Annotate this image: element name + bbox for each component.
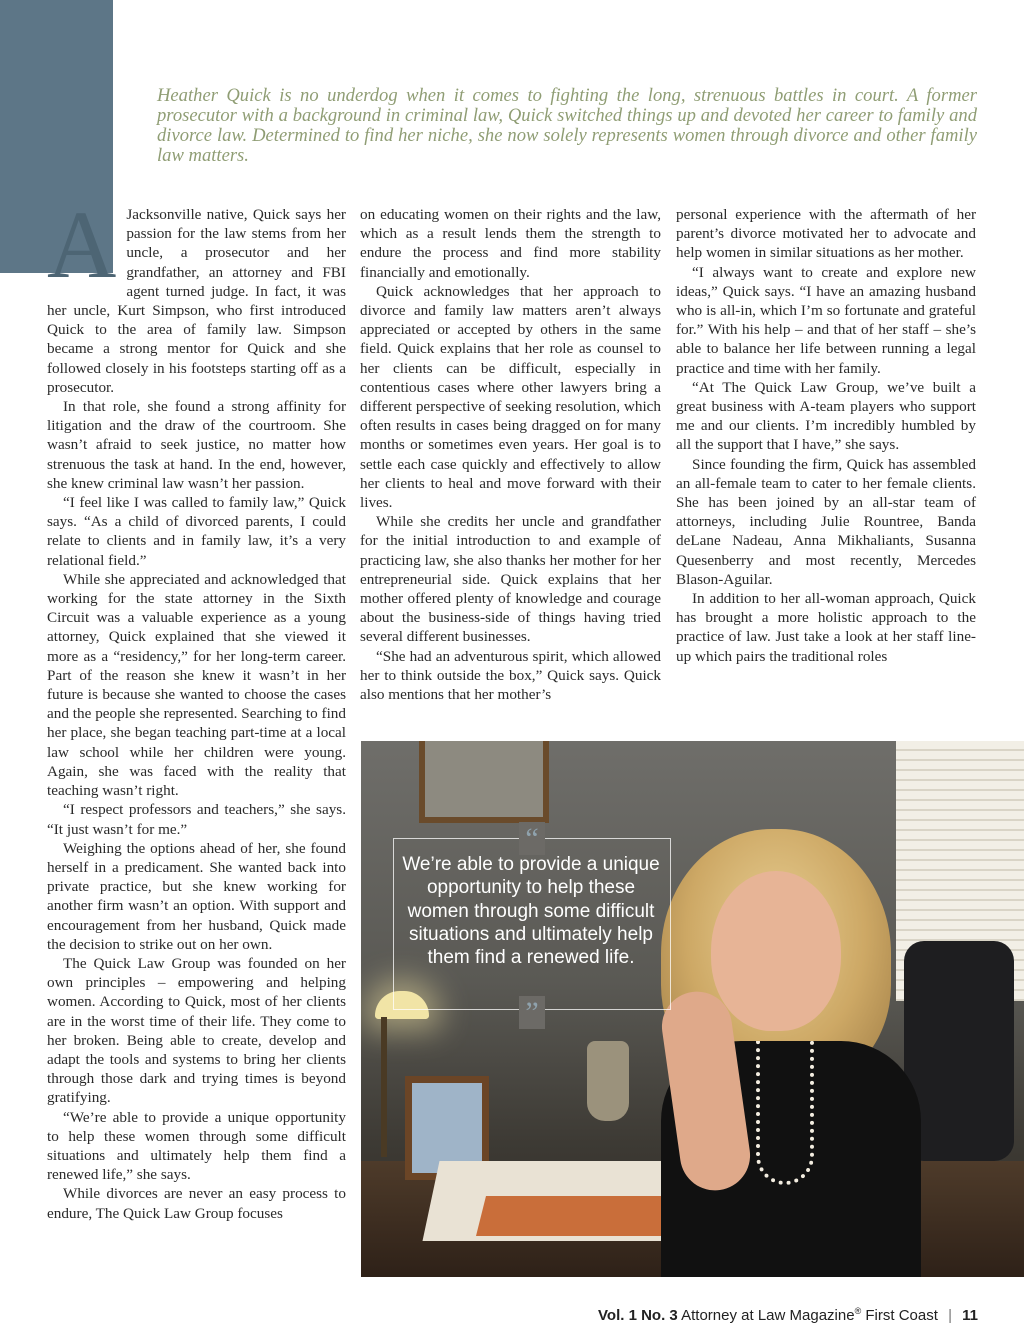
paragraph: personal experience with the aftermath of her parent’s divorce motivated her to advocate and help women in similar situations as her mother. [676, 206, 976, 262]
paragraph: In that role, she found a strong affinity for litigation and the draw of the courtroom. She wasn’t afraid to seek justice, no matter how strenuous the task at hand. In the end, however, she knew criminal law wasn’t her passion. [47, 398, 346, 492]
open-quote-icon: “ [394, 829, 670, 849]
article-column-3 [676, 205, 976, 666]
paragraph: While she credits her uncle and grandfather for the initial introduction to and example of practicing law, she also thanks her mother for her entrepreneurial side. Quick explains that her mother offered plenty of knowledge and courage about the business-side of things having tried several different businesses. [360, 513, 661, 646]
pullquote-text: We’re able to provide a unique opportunity to help these women through some difficult situations and ultimately help them find a renewed life. [402, 854, 660, 969]
paragraph: “I feel like I was called to family law,” Quick says. “As a child of divorced parents, I could relate to clients and in family law, it’s a very relational field.” [47, 494, 346, 569]
lamp-pole [381, 1017, 387, 1157]
close-quote-icon: ” [394, 1003, 670, 1023]
page-number: 11 [962, 1307, 978, 1324]
wall-frame [419, 741, 549, 823]
page-footer [598, 1306, 978, 1324]
magazine-name: Attorney at Law Magazine [681, 1307, 855, 1324]
paragraph: Since founding the firm, Quick has assembled an all-female team to cater to her female clients. She has been joined by an all-star team of attorneys, including Julie Rountree, Banda deLane Nadeau, Anna Mikhaliants, Susanna Quesenberry and most recently, Mercedes Blason-Aguilar. [676, 455, 976, 588]
paragraph: “I respect professors and teachers,” she says. “It just wasn’t for me.” [47, 801, 346, 838]
paragraph: “At The Quick Law Group, we’ve built a great business with A-team players who support me and our clients. I’m incredibly humbled by all the support that I have,” she says. [676, 378, 976, 454]
issue-number: Vol. 1 No. 3 [598, 1307, 678, 1324]
paragraph: In addition to her all-woman approach, Quick has brought a more holistic approach to the practice of law. Just take a look at her staff line-up which pairs the traditional roles [676, 590, 976, 665]
footer-separator: | [948, 1307, 952, 1324]
paragraph: “We’re able to provide a unique opportunity to help these women through some difficult situations and ultimately help them find a renewed life,” she says. [47, 1108, 346, 1184]
paragraph: While divorces are never an easy process to endure, The Quick Law Group focuses [47, 1185, 346, 1222]
person-face [711, 871, 841, 1031]
paragraph: “She had an adventurous spirit, which allowed her to think outside the box,” Quick says. Quick also mentions that her mother’s [360, 647, 661, 704]
article-column-1 [47, 191, 346, 1223]
paragraph: on educating women on their rights and the law, which as a result lends them the strength to endure the process and find more stability financially and emotionally. [360, 206, 661, 281]
article-column-2 [360, 205, 661, 704]
paragraph: Weighing the options ahead of her, she found herself in a predicament. She wanted back into private practice, but she knew working for another firm wasn’t an option. With support and encouragement from her husband, Quick made the decision to strike out on her own. [47, 839, 346, 953]
paragraph: “I always want to create and explore new ideas,” Quick says. “I have an amazing husband who is all-in, which I’m so fortunate and grateful for.” With his help – and that of her staff – she’s able to balance her life between running a legal practice and time with her family. [676, 263, 976, 377]
paragraph: The Quick Law Group was founded on her own principles – empowering and helping women. According to Quick, most of her clients are in the worst time of their life. They come to her broken. Being able to create, develop and adapt the tools and systems to bring her clients through those dark and trying times is beyond gratifying. [47, 954, 346, 1107]
pearl-necklace [756, 1041, 814, 1185]
paragraph: While she appreciated and acknowledged that working for the state attorney in the Sixth Circuit was a valuable experience as a young attorney, Quick explained that she viewed it more as a “residency,” for her long-term career. Part of the reason she knew it wasn’t in her future is because she wanted to choose the cases and the people she represented. Searching to find her place, she began teaching part-time at a local law school while her children were young. Again, she was faced with the reality that teaching wasn’t right. [47, 570, 346, 800]
registered-mark: ® [854, 1306, 862, 1316]
article-deck: Heather Quick is no underdog when it comes to fighting the long, strenuous battles in court. A former prosecutor with a background in criminal law, Quick switched things up and devoted her career to family and divorce law. Determined to find her niche, she now solely represents women through divorce and other family law matters. [157, 85, 977, 166]
edition-name: First Coast [865, 1307, 938, 1324]
drop-cap: A [47, 191, 117, 298]
desk-folder [476, 1196, 686, 1236]
paragraph: Quick acknowledges that her approach to divorce and family law matters aren’t always appreciated or accepted by others in the same field. Quick explains that her role as counsel to her clients can be difficult, especially in contentious cases where other lawyers bring a different perspective of seeking resolution, which often results in cases being dragged on for many months or sometimes even years. Her goal is to settle each case quickly and effectively to allow her clients to heal and move forward with their lives. [360, 282, 661, 512]
vase [587, 1041, 629, 1121]
paragraph: A Jacksonville native, Quick says her passion for the law stems from her uncle, a prosecutor and her grandfather, an attorney and FBI agent turned judge. In fact, it was her uncle, Kurt Simpson, who first introduced Quick to the area of family law. Simpson became a strong mentor for Quick and she followed closely in his footsteps starting off as a prosecutor. [47, 191, 346, 396]
